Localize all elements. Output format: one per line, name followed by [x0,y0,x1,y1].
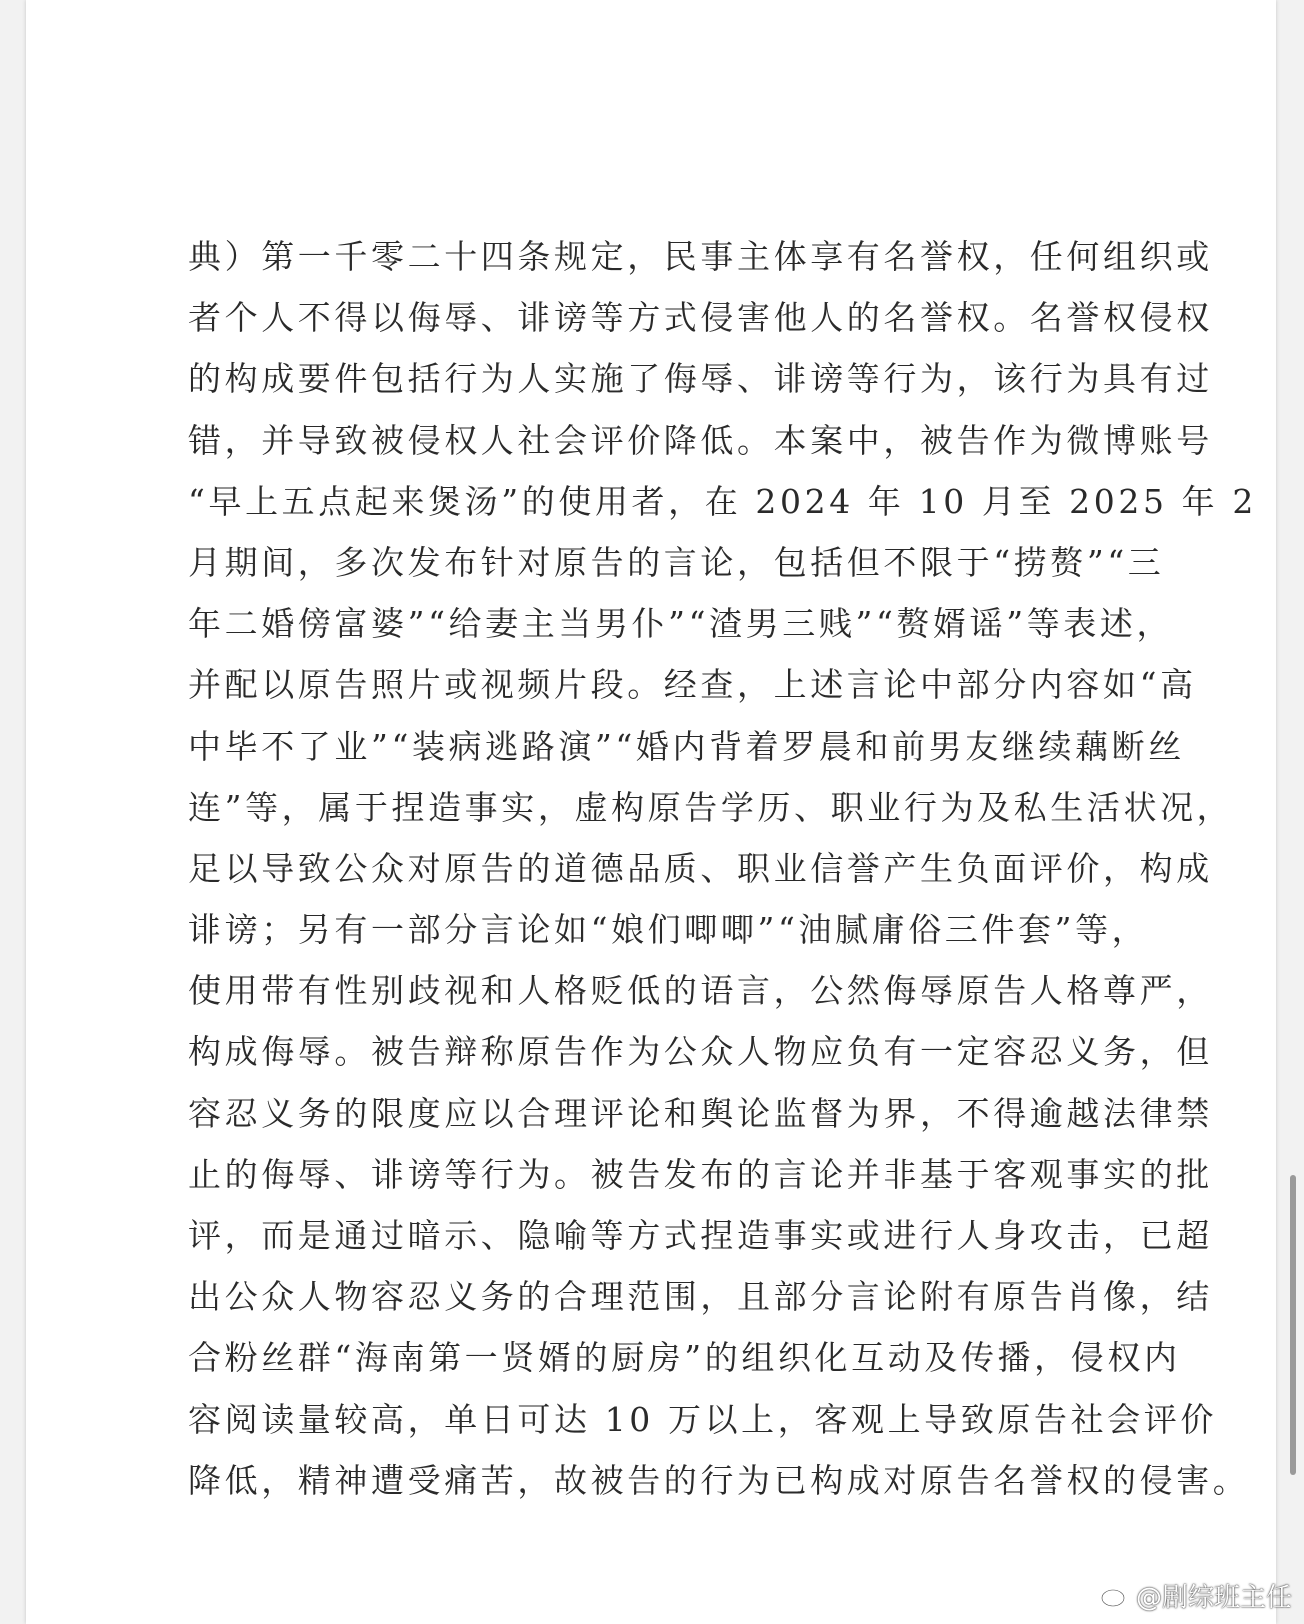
text-line: 的构成要件包括行为人实施了侮辱、诽谤等行为，该行为具有过 [188,359,1213,399]
text-line: 合粉丝群“海南第一贤婿的厨房”的组织化互动及传播，侵权内 [188,1338,1181,1378]
watermark-text: @剧综班主任 [1135,1583,1292,1613]
watermark [1100,1577,1292,1614]
weibo-icon [1100,1584,1130,1608]
document-page [26,0,1276,1624]
text-line: 者个人不得以侮辱、诽谤等方式侵害他人的名誉权。名誉权侵权 [188,298,1213,338]
text-line: 诽谤；另有一部分言论如“娘们唧唧”“油腻庸俗三件套”等， [188,910,1149,950]
text-line: “早上五点起来煲汤”的使用者，在 2024 年 10 月至 2025 年 2 [188,481,1257,521]
text-line: 年二婚傍富婆”“给妻主当男仆”“渣男三贱”“赘婿谣”等表述， [188,604,1174,644]
text-line: 止的侮辱、诽谤等行为。被告发布的言论并非基于客观事实的批 [188,1154,1213,1194]
text-line: 连”等，属于捏造事实，虚构原告学历、职业行为及私生活状况， [188,787,1234,827]
vertical-scrollbar[interactable] [1290,1175,1296,1475]
document-body [188,226,1257,1511]
text-line: 容忍义务的限度应以合理评论和舆论监督为界，不得逾越法律禁 [188,1093,1213,1133]
text-line: 构成侮辱。被告辩称原告作为公众人物应负有一定容忍义务，但 [188,1032,1213,1072]
text-line: 错，并导致被侵权人社会评价降低。本案中，被告作为微博账号 [188,420,1213,460]
text-line: 中毕不了业”“装病逃路演”“婚内背着罗晨和前男友继续藕断丝 [188,726,1185,766]
text-line: 月期间，多次发布针对原告的言论，包括但不限于“捞赘”“三 [188,542,1165,582]
text-line: 典）第一千零二十四条规定，民事主体享有名誉权，任何组织或 [188,237,1213,276]
text-line: 出公众人物容忍义务的合理范围，且部分言论附有原告肖像，结 [188,1277,1213,1317]
text-line: 并配以原告照片或视频片段。经查，上述言论中部分内容如“高 [188,665,1197,705]
text-line: 使用带有性别歧视和人格贬低的语言，公然侮辱原告人格尊严， [188,971,1213,1011]
text-line: 评，而是通过暗示、隐喻等方式捏造事实或进行人身攻击，已超 [188,1216,1213,1255]
text-line: 足以导致公众对原告的道德品质、职业信誉产生负面评价，构成 [188,848,1213,888]
text-line: 容阅读量较高，单日可达 10 万以上，客观上导致原告社会评价 [188,1399,1217,1439]
text-line: 降低，精神遭受痛苦，故被告的行为已构成对原告名誉权的侵害。 [188,1460,1250,1500]
